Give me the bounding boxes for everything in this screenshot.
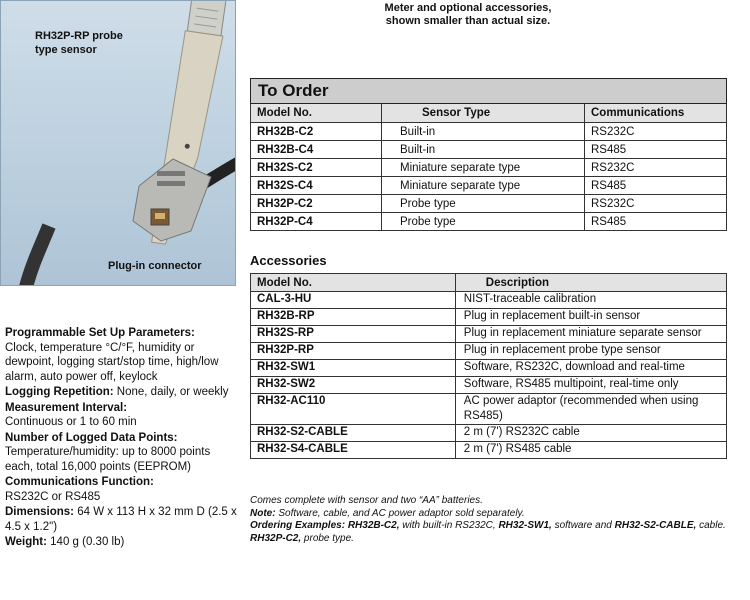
sensor-cell: Probe type xyxy=(382,213,585,231)
order-header-comm: Communications xyxy=(585,104,727,123)
model-cell: CAL-3-HU xyxy=(251,292,456,309)
product-photo xyxy=(0,0,236,286)
model-cell: RH32-AC110 xyxy=(251,394,456,425)
meter-caption xyxy=(333,2,603,28)
specifications xyxy=(5,326,237,551)
spec-item xyxy=(5,385,237,400)
spec-label: Weight: xyxy=(5,536,47,548)
comm-cell: RS485 xyxy=(585,177,727,195)
table-row xyxy=(251,394,727,425)
comm-cell: RS485 xyxy=(585,141,727,159)
accessories-heading: Accessories xyxy=(250,253,327,268)
order-table xyxy=(250,78,727,231)
comm-cell: RS485 xyxy=(585,213,727,231)
example-text: with built-in RS232C, xyxy=(402,520,496,531)
desc-cell: 2 m (7') RS485 cable xyxy=(455,442,726,459)
model-cell: RH32S-C2 xyxy=(251,159,382,177)
accessories-table xyxy=(250,273,727,459)
table-row xyxy=(251,195,727,213)
probe-tip xyxy=(187,1,226,36)
desc-cell: NIST-traceable calibration xyxy=(455,292,726,309)
ordering-notes xyxy=(250,495,730,545)
table-row xyxy=(251,177,727,195)
spec-label: Dimensions: xyxy=(5,506,75,518)
desc-cell: Plug in replacement built-in sensor xyxy=(455,309,726,326)
comm-cell: RS232C xyxy=(585,123,727,141)
model-cell: RH32-SW1 xyxy=(251,360,456,377)
meter-caption-line2: shown smaller than actual size. xyxy=(385,15,551,27)
sensor-cell: Miniature separate type xyxy=(382,177,585,195)
model-cell: RH32P-RP xyxy=(251,343,456,360)
notes-note xyxy=(250,508,730,521)
table-row xyxy=(251,309,727,326)
sensor-cell: Miniature separate type xyxy=(382,159,585,177)
model-cell: RH32P-C2 xyxy=(251,195,382,213)
acc-header-desc: Description xyxy=(455,274,726,292)
meter-caption-line1: Meter and optional accessories, xyxy=(384,2,552,14)
spec-item xyxy=(5,475,237,504)
model-cell: RH32-S4-CABLE xyxy=(251,442,456,459)
sensor-cell: Probe type xyxy=(382,195,585,213)
spec-item xyxy=(5,401,237,430)
table-row xyxy=(251,377,727,394)
table-row xyxy=(251,141,727,159)
order-header-sensor: Sensor Type xyxy=(382,104,585,123)
plug-in-connector xyxy=(133,159,211,241)
desc-cell: Software, RS485 multipoint, real-time only xyxy=(455,377,726,394)
model-cell: RH32S-C4 xyxy=(251,177,382,195)
table-row xyxy=(251,213,727,231)
notes-included: Comes complete with sensor and two “AA” batteries. xyxy=(250,495,483,506)
spec-label: Measurement Interval: xyxy=(5,401,128,414)
spec-text: 140 g (0.30 lb) xyxy=(50,536,125,548)
spec-item xyxy=(5,431,237,475)
note-text: Software, cable, and AC power adaptor sold separately. xyxy=(278,507,525,519)
model-cell: RH32P-C4 xyxy=(251,213,382,231)
spec-text: Clock, temperature °C/°F, humidity or dewpoint, logging start/stop time, high/low alarm, auto power off, keylock xyxy=(5,341,219,383)
table-row xyxy=(251,442,727,459)
spec-item xyxy=(5,505,237,534)
model-cell: RH32S-RP xyxy=(251,326,456,343)
comm-cell: RS232C xyxy=(585,195,727,213)
desc-cell: 2 m (7') RS232C cable xyxy=(455,425,726,442)
probe-caption xyxy=(35,29,123,57)
examples-label: Ordering Examples: xyxy=(250,520,346,531)
desc-cell: AC power adaptor (recommended when using RS485) xyxy=(455,394,726,425)
example-model: RH32-S2-CABLE, xyxy=(614,520,697,531)
order-header-model: Model No. xyxy=(251,104,382,123)
spec-item xyxy=(5,326,237,384)
comm-cell: RS232C xyxy=(585,159,727,177)
spec-text: RS232C or RS485 xyxy=(5,490,101,503)
table-row xyxy=(251,425,727,442)
acc-header-model: Model No. xyxy=(251,274,456,292)
spec-label: Communications Function: xyxy=(5,476,154,488)
table-row xyxy=(251,292,727,309)
spec-text: None, daily, or weekly xyxy=(116,386,229,398)
model-cell: RH32B-RP xyxy=(251,309,456,326)
accessories-table-wrapper xyxy=(250,273,727,459)
example-text: probe type. xyxy=(303,532,354,544)
example-model: RH32-SW1, xyxy=(498,520,552,531)
example-text: cable. xyxy=(699,520,726,531)
spec-label: Number of Logged Data Points: xyxy=(5,431,178,444)
model-cell: RH32B-C2 xyxy=(251,123,382,141)
spec-text: Temperature/humidity: up to 8000 points each, total 16,000 points (EEPROM) xyxy=(5,446,211,473)
table-row xyxy=(251,159,727,177)
example-model: RH32P-C2, xyxy=(250,532,302,544)
notes-examples xyxy=(250,520,730,545)
spec-text: Continuous or 1 to 60 min xyxy=(5,416,137,428)
probe-caption-line1: RH32P-RP probe xyxy=(35,30,123,42)
table-row xyxy=(251,123,727,141)
order-title: To Order xyxy=(251,79,727,104)
desc-cell: Software, RS232C, download and real-time xyxy=(455,360,726,377)
spec-label: Logging Repetition: xyxy=(5,386,114,398)
example-model: RH32B-C2, xyxy=(347,520,400,531)
spec-item xyxy=(5,535,237,550)
example-text: software and xyxy=(554,520,612,531)
note-label: Note: xyxy=(250,507,276,519)
spec-label: Programmable Set Up Parameters: xyxy=(5,327,195,339)
sensor-cell: Built-in xyxy=(382,123,585,141)
table-row xyxy=(251,326,727,343)
probe-cable xyxy=(25,226,49,286)
desc-cell: Plug in replacement miniature separate sensor xyxy=(455,326,726,343)
sensor-cell: Built-in xyxy=(382,141,585,159)
connector-caption: Plug-in connector xyxy=(108,260,202,272)
spec-text: 64 W x 113 H x 32 mm D (2.5 x 4.5 x 1.2") xyxy=(5,506,237,533)
order-table-wrapper xyxy=(250,78,727,231)
model-cell: RH32B-C4 xyxy=(251,141,382,159)
table-row xyxy=(251,343,727,360)
model-cell: RH32-SW2 xyxy=(251,377,456,394)
desc-cell: Plug in replacement probe type sensor xyxy=(455,343,726,360)
table-row xyxy=(251,360,727,377)
probe-caption-line2: type sensor xyxy=(35,44,97,56)
model-cell: RH32-S2-CABLE xyxy=(251,425,456,442)
